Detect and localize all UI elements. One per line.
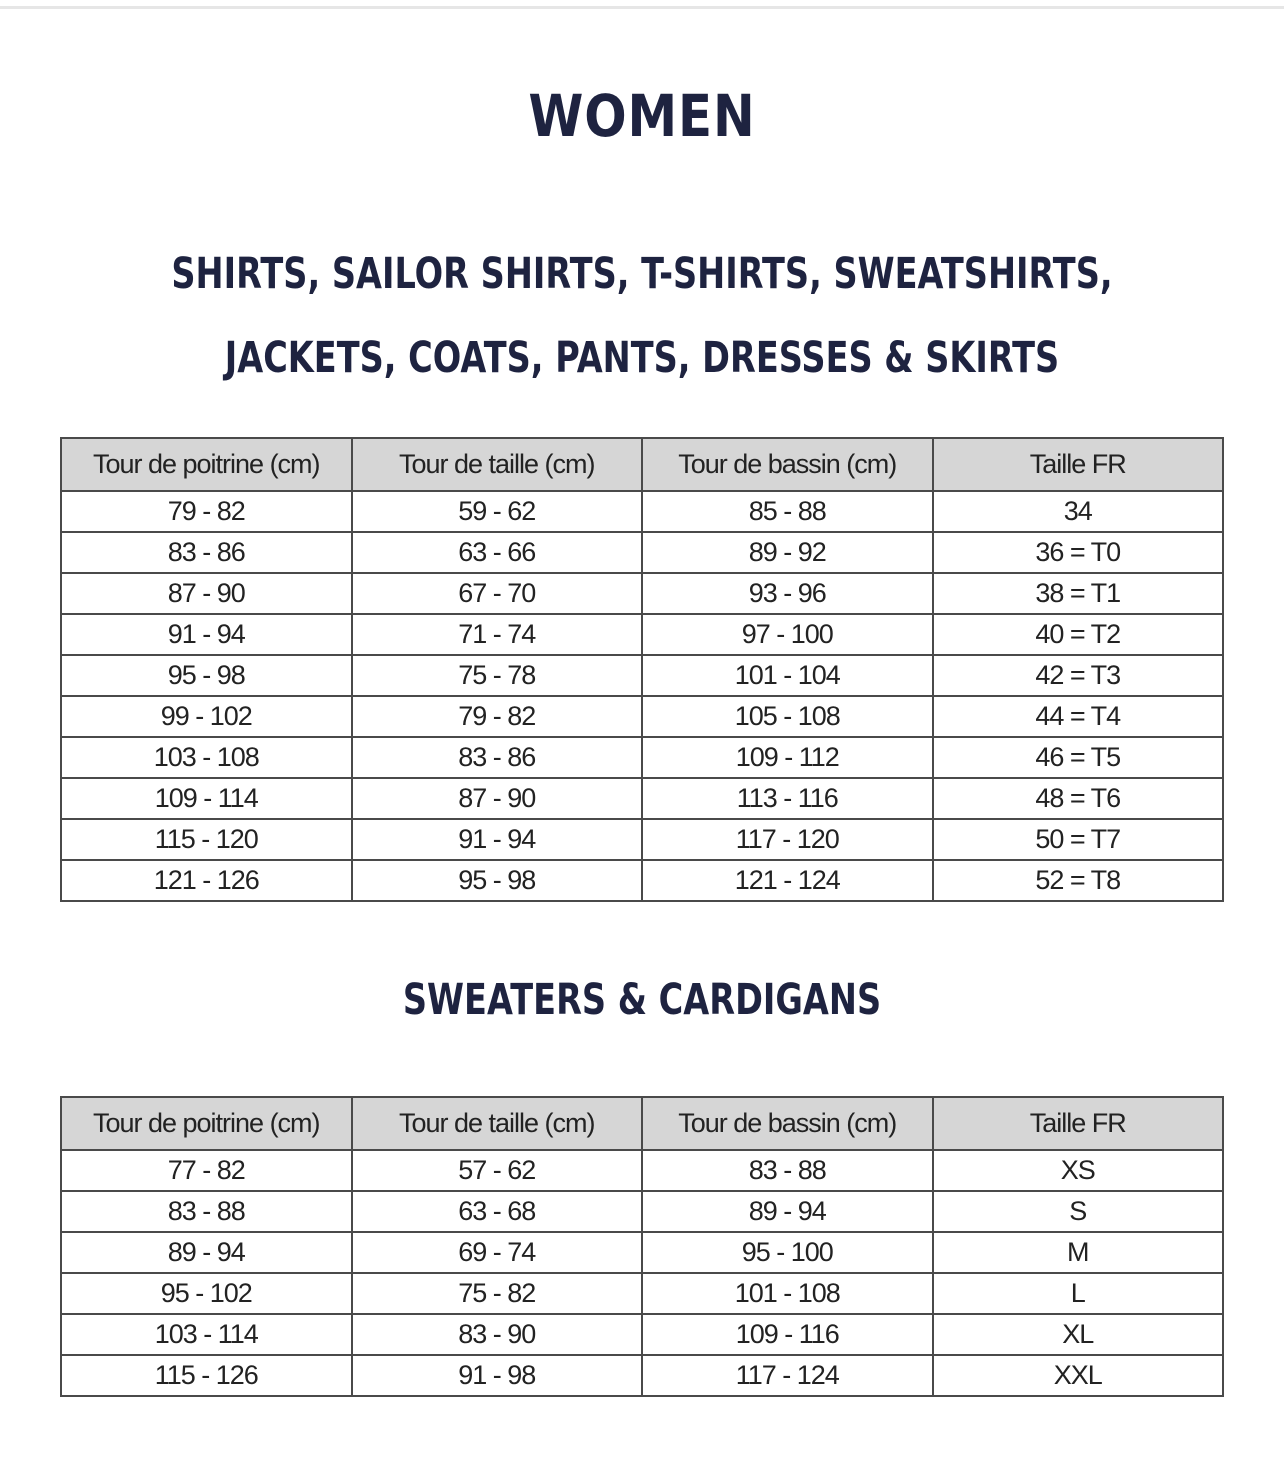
cell-size-fr: XL [933,1314,1224,1355]
cell-chest: 95 - 98 [61,655,352,696]
cell-size-fr: XXL [933,1355,1224,1396]
cell-waist: 71 - 74 [352,614,643,655]
cell-waist: 63 - 66 [352,532,643,573]
cell-size-fr: XS [933,1150,1224,1191]
section-title-tops [141,232,1143,400]
cell-size-fr: 50 = T7 [933,819,1224,860]
cell-chest: 87 - 90 [61,573,352,614]
size-table-tops [60,437,1224,902]
column-header-size-fr: Taille FR [933,438,1224,491]
cell-waist: 75 - 78 [352,655,643,696]
size-table-sweaters [60,1096,1224,1397]
section-title-line-1: SHIRTS, SAILOR SHIRTS, T-SHIRTS, SWEATSHIRTS, [171,249,1113,299]
cell-waist: 59 - 62 [352,491,643,532]
column-header-waist: Tour de taille (cm) [352,438,643,491]
cell-hips: 117 - 120 [642,819,933,860]
cell-chest: 79 - 82 [61,491,352,532]
table-row [61,696,1223,737]
cell-chest: 89 - 94 [61,1232,352,1273]
cell-size-fr: 42 = T3 [933,655,1224,696]
cell-size-fr: L [933,1273,1224,1314]
column-header-chest: Tour de poitrine (cm) [61,1097,352,1150]
cell-chest: 95 - 102 [61,1273,352,1314]
cell-hips: 121 - 124 [642,860,933,901]
column-header-chest: Tour de poitrine (cm) [61,438,352,491]
cell-hips: 101 - 108 [642,1273,933,1314]
column-header-hips: Tour de bassin (cm) [642,1097,933,1150]
table-row [61,655,1223,696]
column-header-waist: Tour de taille (cm) [352,1097,643,1150]
table-row [61,819,1223,860]
cell-waist: 67 - 70 [352,573,643,614]
cell-chest: 121 - 126 [61,860,352,901]
cell-hips: 97 - 100 [642,614,933,655]
cell-waist: 91 - 94 [352,819,643,860]
table-row [61,614,1223,655]
table-header-row [61,438,1223,491]
top-divider [0,6,1284,9]
cell-waist: 83 - 90 [352,1314,643,1355]
cell-hips: 105 - 108 [642,696,933,737]
cell-hips: 109 - 112 [642,737,933,778]
cell-hips: 89 - 94 [642,1191,933,1232]
cell-size-fr: 40 = T2 [933,614,1224,655]
table-row [61,860,1223,901]
table-row [61,1355,1223,1396]
cell-chest: 83 - 88 [61,1191,352,1232]
cell-size-fr: 52 = T8 [933,860,1224,901]
section-title-sweaters: SWEATERS & CARDIGANS [402,975,882,1025]
section-title-line-2: JACKETS, COATS, PANTS, DRESSES & SKIRTS [224,333,1060,383]
cell-size-fr: 34 [933,491,1224,532]
cell-waist: 57 - 62 [352,1150,643,1191]
cell-size-fr: 44 = T4 [933,696,1224,737]
cell-waist: 91 - 98 [352,1355,643,1396]
table-row [61,1191,1223,1232]
cell-hips: 85 - 88 [642,491,933,532]
table-row [61,1273,1223,1314]
cell-waist: 69 - 74 [352,1232,643,1273]
table-row [61,532,1223,573]
cell-chest: 115 - 120 [61,819,352,860]
cell-waist: 95 - 98 [352,860,643,901]
cell-chest: 103 - 114 [61,1314,352,1355]
table-row [61,737,1223,778]
table-row [61,1150,1223,1191]
cell-chest: 77 - 82 [61,1150,352,1191]
cell-chest: 91 - 94 [61,614,352,655]
cell-hips: 101 - 104 [642,655,933,696]
table-row [61,573,1223,614]
cell-chest: 103 - 108 [61,737,352,778]
cell-chest: 83 - 86 [61,532,352,573]
cell-waist: 75 - 82 [352,1273,643,1314]
cell-size-fr: M [933,1232,1224,1273]
table-header-row [61,1097,1223,1150]
cell-size-fr: 38 = T1 [933,573,1224,614]
column-header-hips: Tour de bassin (cm) [642,438,933,491]
cell-chest: 109 - 114 [61,778,352,819]
cell-waist: 87 - 90 [352,778,643,819]
table-row [61,491,1223,532]
cell-hips: 109 - 116 [642,1314,933,1355]
table-row [61,778,1223,819]
cell-chest: 99 - 102 [61,696,352,737]
cell-size-fr: 46 = T5 [933,737,1224,778]
cell-size-fr: S [933,1191,1224,1232]
cell-waist: 83 - 86 [352,737,643,778]
cell-waist: 79 - 82 [352,696,643,737]
cell-hips: 117 - 124 [642,1355,933,1396]
cell-hips: 113 - 116 [642,778,933,819]
cell-size-fr: 48 = T6 [933,778,1224,819]
page-title: WOMEN [528,82,756,150]
cell-hips: 83 - 88 [642,1150,933,1191]
cell-size-fr: 36 = T0 [933,532,1224,573]
cell-hips: 89 - 92 [642,532,933,573]
cell-hips: 93 - 96 [642,573,933,614]
cell-hips: 95 - 100 [642,1232,933,1273]
column-header-size-fr: Taille FR [933,1097,1224,1150]
table-row [61,1232,1223,1273]
table-row [61,1314,1223,1355]
cell-chest: 115 - 126 [61,1355,352,1396]
cell-waist: 63 - 68 [352,1191,643,1232]
